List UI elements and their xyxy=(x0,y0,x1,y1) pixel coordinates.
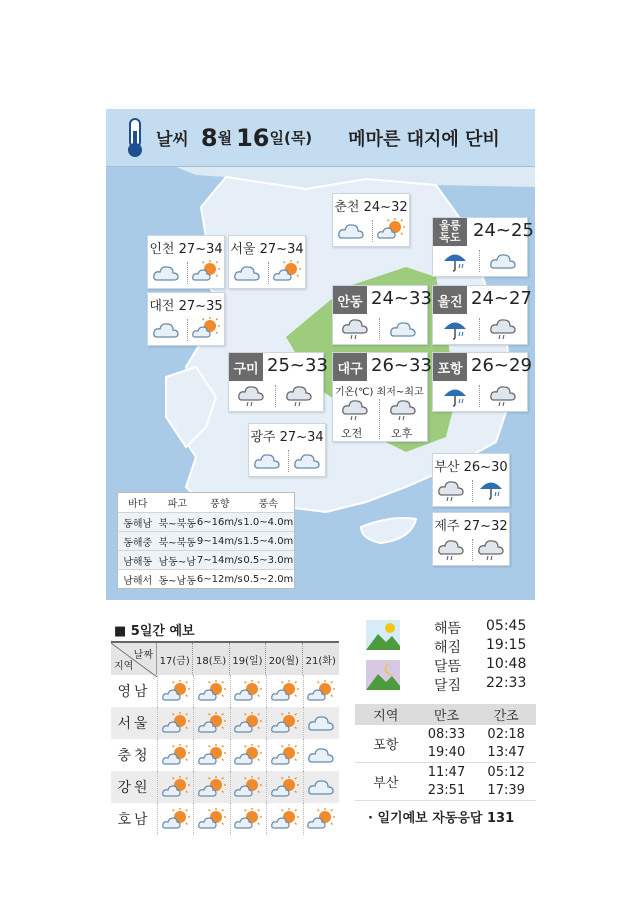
sun-cloud-icon xyxy=(266,803,302,835)
rain-cloud-icon xyxy=(489,318,517,340)
rain-cloud-icon xyxy=(389,399,417,421)
sunrise-icon xyxy=(366,620,400,650)
table-row xyxy=(111,707,339,739)
moonset-label: 달짐 xyxy=(434,678,462,694)
cloud-icon xyxy=(152,262,180,284)
umbrella-rain-icon xyxy=(441,318,469,340)
sun-cloud-icon xyxy=(157,739,193,771)
day-header: 21(화) xyxy=(305,655,336,667)
city-range: 24~27 xyxy=(471,288,532,309)
sun-cloud-icon xyxy=(266,675,302,707)
sun-cloud-icon xyxy=(193,739,229,771)
cloud-icon xyxy=(152,319,180,341)
five-day-header xyxy=(111,641,339,675)
header-month-unit: 월 xyxy=(217,129,233,147)
city-tag: 구미 xyxy=(229,353,263,381)
day-header: 19(일) xyxy=(230,643,266,675)
cloud-icon xyxy=(489,250,517,272)
rain-cloud-icon xyxy=(237,385,265,407)
city-card-daejeon xyxy=(147,292,225,346)
table-row: 동해남 북~북동 6~16m/s 1.0~4.0m xyxy=(118,512,294,531)
city-label: 광주 27~34 xyxy=(250,430,324,445)
header-headline: 메마른 대지에 단비 xyxy=(348,128,500,150)
sun-cloud-icon xyxy=(193,675,229,707)
header-day: 16 xyxy=(236,123,270,152)
sun-cloud-icon xyxy=(192,317,220,339)
cloud-icon xyxy=(389,318,417,340)
sunset-label: 해짐 xyxy=(434,640,462,656)
sun-cloud-icon xyxy=(157,675,193,707)
cloud-icon xyxy=(233,262,261,284)
sun-cloud-icon xyxy=(193,707,229,739)
sun-cloud-icon xyxy=(303,803,339,835)
day-header: 18(토) xyxy=(193,643,229,675)
sun-cloud-icon xyxy=(266,739,302,771)
city-card-daegu-legend xyxy=(332,352,432,442)
city-label: 춘천 24~32 xyxy=(334,200,408,215)
rain-cloud-icon xyxy=(437,539,465,561)
sun-cloud-icon xyxy=(157,803,193,835)
city-card-jeju xyxy=(432,512,510,566)
sun-cloud-icon xyxy=(230,803,266,835)
sun-cloud-icon xyxy=(157,707,193,739)
sun-cloud-icon xyxy=(192,260,220,282)
city-tag: 포항 xyxy=(433,353,467,381)
table-row: 남해동 남동~남 7~14m/s 0.5~3.0m xyxy=(118,550,294,569)
cloud-icon xyxy=(253,450,281,472)
city-card-chuncheon xyxy=(332,193,410,247)
table-row: 포항 08:33 19:40 02:18 13:47 xyxy=(355,725,536,763)
city-card-busan xyxy=(432,453,510,507)
header-title: 날씨 xyxy=(156,130,189,150)
sunset-time: 19:15 xyxy=(486,637,527,653)
sun-cloud-icon xyxy=(230,675,266,707)
sea-col-header: 풍속 xyxy=(258,499,278,510)
cloud-icon xyxy=(293,450,321,472)
region-label: 영남 xyxy=(117,684,151,700)
sun-cloud-icon xyxy=(157,771,193,803)
umbrella-rain-icon xyxy=(441,250,469,272)
moonrise-label: 달뜸 xyxy=(434,659,462,675)
rain-cloud-icon xyxy=(437,480,465,502)
legend-label: 기온(℃) 최저~최고 xyxy=(335,387,424,398)
city-tag: 대구 xyxy=(333,353,367,381)
city-range: 24~25 xyxy=(473,220,534,241)
rain-cloud-icon xyxy=(285,385,313,407)
sun-cloud-icon xyxy=(193,771,229,803)
sunrise-label: 해뜸 xyxy=(434,621,462,637)
table-row: 남해서 동~남동 6~12m/s 0.5~2.0m xyxy=(118,569,294,588)
city-label: 대전 27~35 xyxy=(149,299,223,314)
sun-cloud-icon xyxy=(230,771,266,803)
legend-am: 오전 xyxy=(341,427,363,440)
city-card-incheon xyxy=(147,235,225,289)
table-row: 동해중 북~북동 9~14m/s 1.5~4.0m xyxy=(118,531,294,550)
umbrella-rain-icon xyxy=(441,385,469,407)
rain-cloud-icon xyxy=(341,318,369,340)
sun-cloud-icon xyxy=(193,803,229,835)
cloud-icon xyxy=(303,739,339,771)
city-label: 제주 27~32 xyxy=(434,519,508,534)
table-row xyxy=(111,771,339,803)
cloud-icon xyxy=(337,220,365,242)
sun-cloud-icon xyxy=(266,707,302,739)
five-day-table xyxy=(111,641,339,835)
sun-cloud-icon xyxy=(266,771,302,803)
city-card-gumi xyxy=(228,352,328,412)
cloud-icon xyxy=(303,771,339,803)
footer-hotline: · 일기예보 자동응답 131 xyxy=(368,811,515,826)
day-header: 17(금) xyxy=(157,643,193,675)
moonrise-icon xyxy=(366,660,400,690)
cloud-icon xyxy=(303,707,339,739)
five-day-rows xyxy=(111,675,339,835)
city-card-seoul xyxy=(228,235,306,289)
table-row xyxy=(111,675,339,707)
city-label: 서울 27~34 xyxy=(230,242,304,257)
moonset-time: 22:33 xyxy=(486,675,527,691)
sea-col-header: 바다 xyxy=(128,499,148,510)
city-tag: 울진 xyxy=(433,286,467,314)
region-label: 호남 xyxy=(117,812,151,828)
city-card-pohang xyxy=(432,352,532,412)
region-label: 서울 xyxy=(117,716,151,732)
city-card-andong xyxy=(332,285,432,345)
city-label: 인천 27~34 xyxy=(149,242,223,257)
sun-cloud-icon xyxy=(230,739,266,771)
rain-cloud-icon xyxy=(477,539,505,561)
sea-table-header xyxy=(118,493,294,512)
map-header xyxy=(106,109,535,167)
table-row: 부산 11:47 23:51 05:12 17:39 xyxy=(355,763,536,801)
sea-col-header: 풍향 xyxy=(210,499,230,510)
sun-cloud-icon xyxy=(303,675,339,707)
rain-cloud-icon xyxy=(341,399,369,421)
region-label: 충청 xyxy=(117,748,151,764)
header-month: 8 xyxy=(200,123,218,152)
moonrise-time: 10:48 xyxy=(486,656,527,672)
sun-cloud-icon xyxy=(230,707,266,739)
city-card-uljin xyxy=(432,285,532,345)
city-range: 26~29 xyxy=(471,355,532,376)
sun-cloud-icon xyxy=(377,218,405,240)
sunrise-time: 05:45 xyxy=(486,618,527,634)
jeju-island xyxy=(361,518,416,543)
sea-table xyxy=(117,492,295,589)
city-range: 26~33 xyxy=(371,355,432,376)
region-label: 강원 xyxy=(117,780,151,796)
day-header: 20(월) xyxy=(266,643,302,675)
umbrella-rain-icon xyxy=(477,478,505,500)
city-range: 25~33 xyxy=(267,355,328,376)
city-label: 부산 26~30 xyxy=(434,460,508,475)
sea-col-header: 파고 xyxy=(167,499,187,510)
rain-cloud-icon xyxy=(489,385,517,407)
tide-table xyxy=(355,704,536,801)
city-range: 24~33 xyxy=(371,288,432,309)
legend-pm: 오후 xyxy=(391,427,413,440)
table-corner: 날짜 지역 xyxy=(111,643,157,675)
thermometer-icon xyxy=(122,117,148,159)
five-day-title: ■ 5일간 예보 xyxy=(114,624,195,639)
header-day-unit: 일(목) xyxy=(269,129,313,147)
city-tag: 울릉 독도 xyxy=(433,218,467,246)
city-card-gwangju xyxy=(248,423,326,477)
city-card-ulleung xyxy=(432,217,534,277)
sun-cloud-icon xyxy=(273,260,301,282)
table-row xyxy=(111,803,339,835)
tide-header: 지역 만조 간조 xyxy=(355,704,536,725)
table-row xyxy=(111,739,339,771)
city-tag: 안동 xyxy=(333,286,367,314)
